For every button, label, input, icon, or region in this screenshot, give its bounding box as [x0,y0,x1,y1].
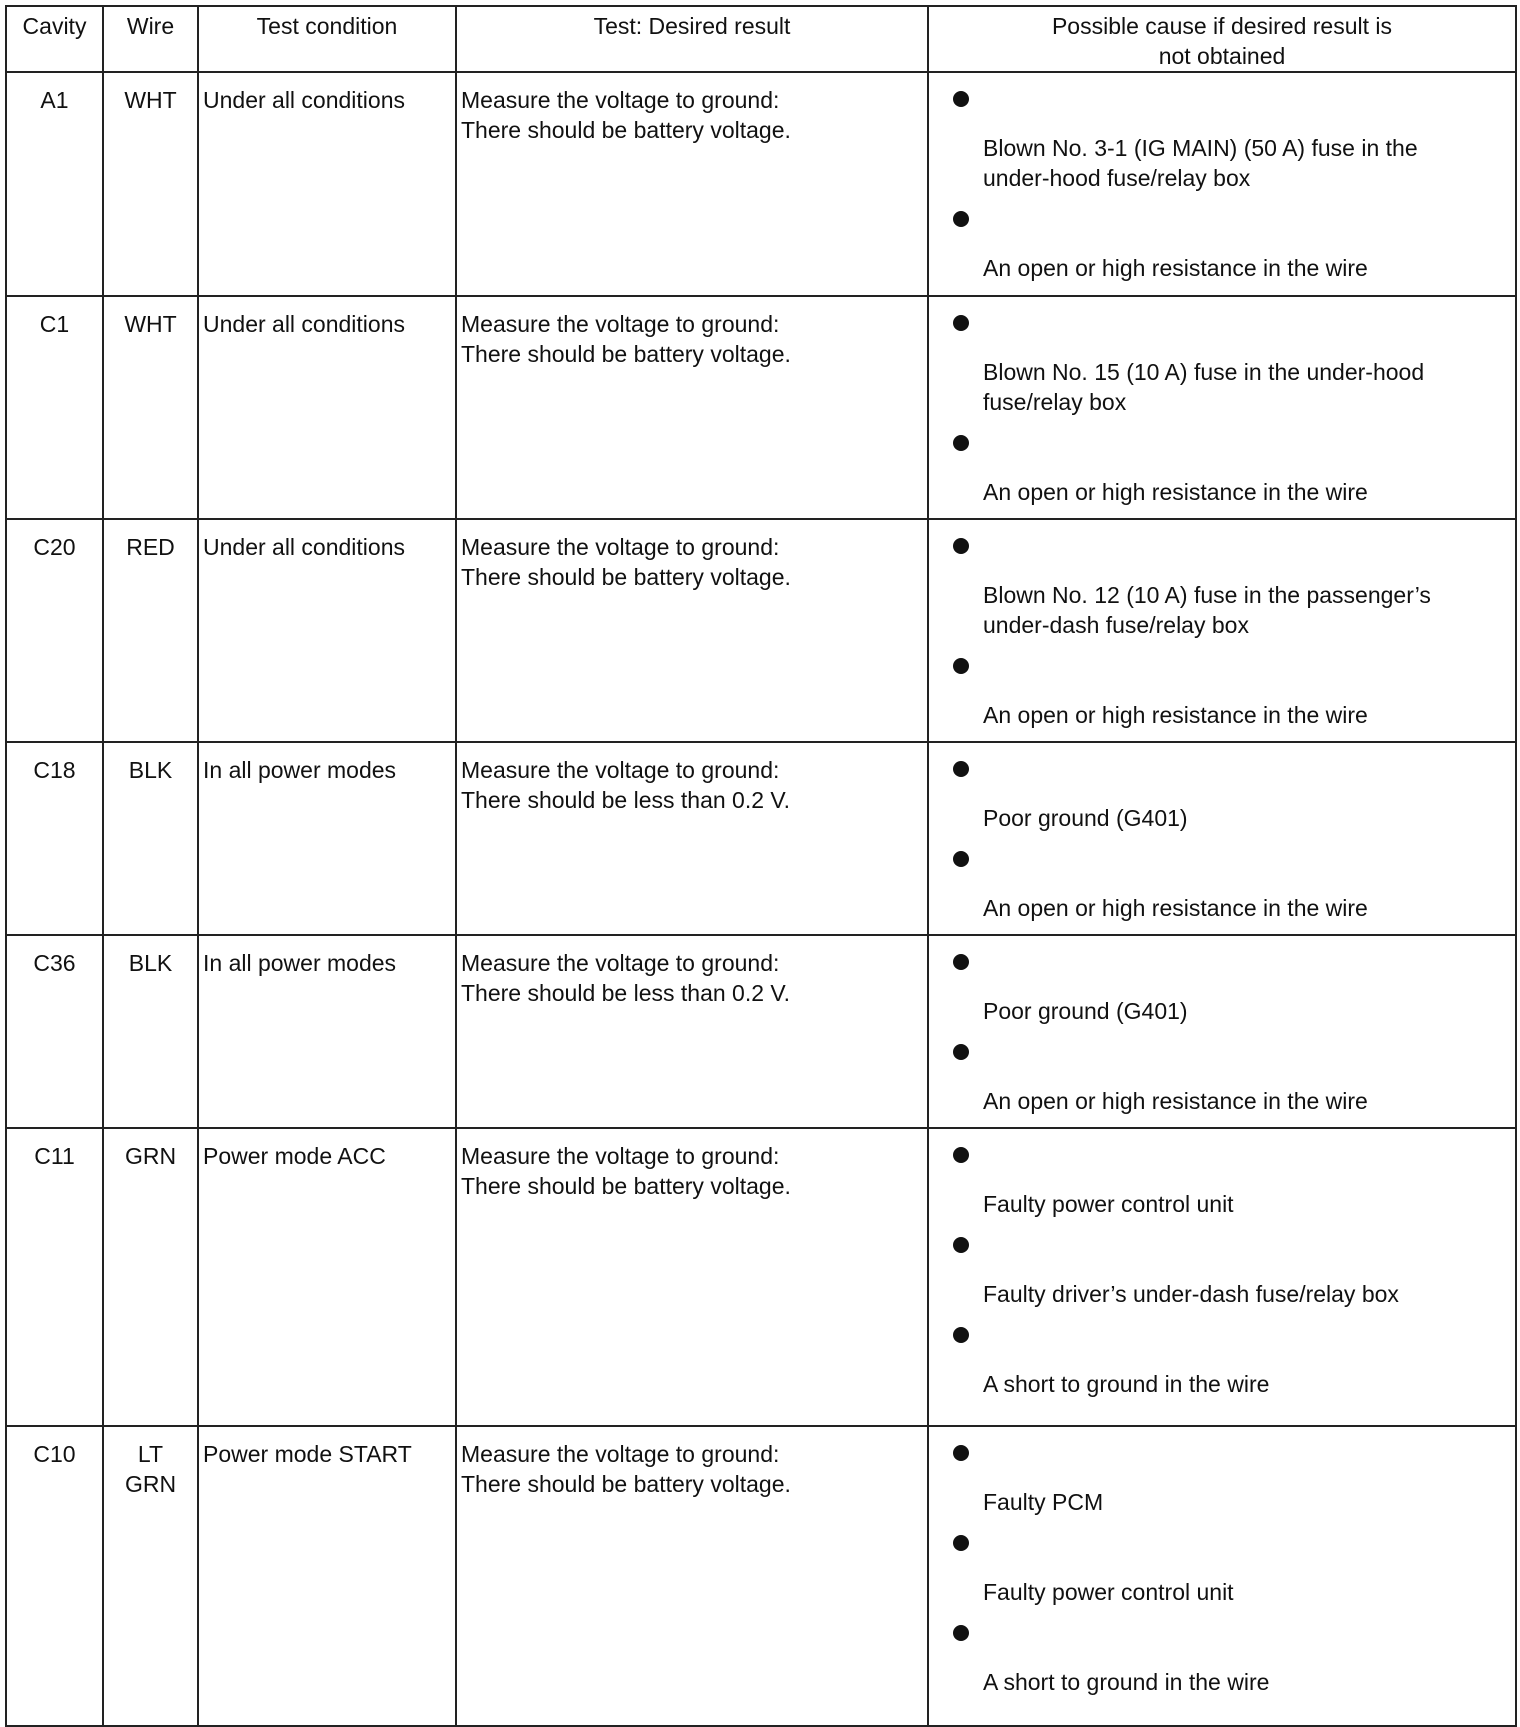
cause-list-item [953,315,1515,417]
bullet-icon [953,91,969,107]
table-row [6,935,1516,1128]
table-row [6,1426,1516,1726]
header-wire: Wire [103,6,198,72]
test-condition-cell: Power mode ACC [198,1128,456,1426]
table-row [6,296,1516,519]
test-condition-cell: In all power modes [198,935,456,1128]
cause-text: Faulty PCM [983,1489,1104,1515]
circuit-test-table [5,5,1517,1727]
cavity-cell: C10 [6,1426,103,1726]
cause-text: Poor ground (G401) [983,805,1188,831]
test-result-cell: Measure the voltage to ground: There should be less than 0.2 V. [456,935,928,1128]
test-condition-cell: Power mode START [198,1426,456,1726]
cause-text: An open or high resistance in the wire [983,1088,1368,1114]
table-row [6,742,1516,935]
cause-list-item [953,658,1515,730]
wire-cell: RED [103,519,198,742]
test-result-cell: Measure the voltage to ground: There should be battery voltage. [456,1426,928,1726]
header-row [6,6,1516,72]
cavity-cell: C1 [6,296,103,519]
bullet-icon [953,538,969,554]
table-row [6,72,1516,296]
wire-cell: LT GRN [103,1426,198,1726]
bullet-icon [953,851,969,867]
bullet-icon [953,1147,969,1163]
bullet-icon [953,1327,969,1343]
bullet-icon [953,435,969,451]
circuit-test-table-container [5,5,1515,1727]
cause-text: Faulty power control unit [983,1579,1234,1605]
cause-text: Faulty power control unit [983,1191,1234,1217]
wire-cell: BLK [103,935,198,1128]
bullet-icon [953,1445,969,1461]
cause-list-item [953,91,1515,193]
cause-list-item [953,954,1515,1026]
cause-list-item [953,1625,1515,1697]
header-possible-cause: Possible cause if desired result is not obtained [928,6,1516,72]
cause-list-item [953,1445,1515,1517]
cause-list-item [953,1535,1515,1607]
possible-cause-cell [928,296,1516,519]
bullet-icon [953,315,969,331]
test-result-cell: Measure the voltage to ground: There should be less than 0.2 V. [456,742,928,935]
cavity-cell: C20 [6,519,103,742]
possible-cause-cell [928,935,1516,1128]
cause-text: Blown No. 3-1 (IG MAIN) (50 A) fuse in the under-hood fuse/relay box [983,135,1418,191]
test-condition-cell: Under all conditions [198,72,456,296]
possible-cause-cell [928,742,1516,935]
cause-list-item [953,1327,1515,1399]
cavity-cell: A1 [6,72,103,296]
cause-text: A short to ground in the wire [983,1371,1270,1397]
cause-text: Poor ground (G401) [983,998,1188,1024]
test-result-cell: Measure the voltage to ground: There should be battery voltage. [456,72,928,296]
cause-list-item [953,1237,1515,1309]
test-condition-cell: Under all conditions [198,519,456,742]
cause-list-item [953,1147,1515,1219]
cause-text: An open or high resistance in the wire [983,895,1368,921]
possible-cause-cell [928,1426,1516,1726]
header-test-condition: Test condition [198,6,456,72]
table-body [6,72,1516,1726]
cavity-cell: C18 [6,742,103,935]
test-result-cell: Measure the voltage to ground: There should be battery voltage. [456,519,928,742]
cause-text: Blown No. 15 (10 A) fuse in the under-hood fuse/relay box [983,359,1425,415]
cause-list-item [953,1044,1515,1116]
table-row [6,519,1516,742]
cause-list-item [953,538,1515,640]
cause-text: An open or high resistance in the wire [983,255,1368,281]
cause-list-item [953,435,1515,507]
bullet-icon [953,1625,969,1641]
test-result-cell: Measure the voltage to ground: There should be battery voltage. [456,296,928,519]
bullet-icon [953,761,969,777]
wire-cell: GRN [103,1128,198,1426]
test-condition-cell: Under all conditions [198,296,456,519]
bullet-icon [953,1535,969,1551]
cause-list-item [953,851,1515,923]
wire-cell: BLK [103,742,198,935]
possible-cause-cell [928,1128,1516,1426]
cause-text: Faulty driver’s under-dash fuse/relay box [983,1281,1399,1307]
cause-text: Blown No. 12 (10 A) fuse in the passenger’s under-dash fuse/relay box [983,582,1431,638]
table-row [6,1128,1516,1426]
cause-list-item [953,211,1515,283]
bullet-icon [953,658,969,674]
test-condition-cell: In all power modes [198,742,456,935]
possible-cause-cell [928,519,1516,742]
bullet-icon [953,211,969,227]
bullet-icon [953,1044,969,1060]
test-result-cell: Measure the voltage to ground: There should be battery voltage. [456,1128,928,1426]
cause-text: An open or high resistance in the wire [983,479,1368,505]
wire-cell: WHT [103,72,198,296]
cause-text: An open or high resistance in the wire [983,702,1368,728]
cavity-cell: C36 [6,935,103,1128]
header-test-result: Test: Desired result [456,6,928,72]
header-cavity: Cavity [6,6,103,72]
cause-text: A short to ground in the wire [983,1669,1270,1695]
bullet-icon [953,1237,969,1253]
possible-cause-cell [928,72,1516,296]
cause-list-item [953,761,1515,833]
cavity-cell: C11 [6,1128,103,1426]
wire-cell: WHT [103,296,198,519]
bullet-icon [953,954,969,970]
